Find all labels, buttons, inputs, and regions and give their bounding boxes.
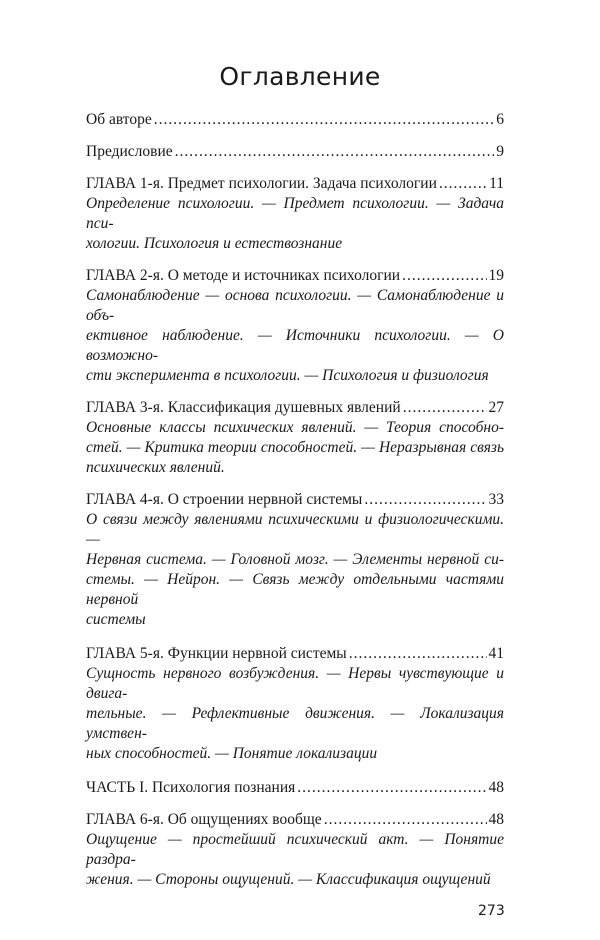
page-title: Оглавление bbox=[219, 62, 381, 91]
toc-subtopics-line: Определение психологии. — Предмет психологии. — Задача пси- bbox=[86, 195, 504, 232]
dot-leader bbox=[175, 142, 495, 162]
toc-heading-text: Предисловие bbox=[86, 143, 173, 160]
toc-entry bbox=[86, 266, 504, 386]
toc-entry-heading[interactable] bbox=[86, 266, 504, 286]
toc-subtopics-line: ективное наблюдение. — Источники психологии. — О возможно- bbox=[86, 327, 504, 364]
toc-entry-heading[interactable] bbox=[86, 142, 504, 162]
toc-page-number: 33 bbox=[488, 491, 504, 508]
toc-page-number: 6 bbox=[496, 111, 504, 128]
dot-leader bbox=[349, 644, 487, 664]
toc-page-number: 27 bbox=[488, 399, 504, 416]
toc-heading-text: ГЛАВА 5-я. Функции нервной системы bbox=[86, 645, 347, 662]
toc-page-number: 41 bbox=[488, 645, 504, 662]
toc-page-number: 11 bbox=[489, 175, 504, 192]
toc-entry bbox=[86, 810, 504, 890]
toc-entry bbox=[86, 142, 504, 162]
toc-subtopics-line: стей. — Критика теории способностей. — Неразрывная связь bbox=[86, 439, 504, 456]
toc-subtopics-line: Нервная система. — Головной мозг. — Элементы нервной си- bbox=[86, 551, 504, 568]
toc-page-number: 48 bbox=[488, 811, 504, 828]
toc-entry-heading[interactable] bbox=[86, 490, 504, 510]
toc-entry bbox=[86, 174, 504, 254]
toc-subtopics-line: Сущность нервного возбуждения. — Нервы чувствующие и двига- bbox=[86, 665, 504, 702]
toc-subtopics-line: Ощущение — простейший психический акт. — Понятие раздра- bbox=[86, 831, 504, 868]
toc-heading-text: Об авторе bbox=[86, 111, 152, 128]
page-number: 273 bbox=[478, 903, 505, 919]
toc-subtopics-line: стемы. — Нейрон. — Связь между отдельными частями нервной bbox=[86, 571, 504, 608]
toc-subtopics-line: хологии. Психология и естествознание bbox=[86, 235, 343, 252]
toc-heading-text: ГЛАВА 6-я. Об ощущениях вообще bbox=[86, 811, 322, 828]
toc-entry-heading[interactable] bbox=[86, 778, 504, 798]
toc-entry bbox=[86, 398, 504, 478]
dot-leader bbox=[324, 810, 487, 830]
toc-entry-heading[interactable] bbox=[86, 810, 504, 830]
toc-heading-text: ГЛАВА 3-я. Классификация душевных явлений bbox=[86, 399, 401, 416]
toc-entry-heading[interactable] bbox=[86, 644, 504, 664]
table-of-contents bbox=[86, 110, 504, 890]
dot-leader bbox=[403, 398, 487, 418]
dot-leader bbox=[154, 110, 495, 130]
toc-heading-text: ЧАСТЬ I. Психология познания bbox=[86, 779, 296, 796]
toc-heading-text: ГЛАВА 2-я. О методе и источниках психологии bbox=[86, 267, 401, 284]
toc-entry bbox=[86, 778, 504, 798]
toc-entry bbox=[86, 110, 504, 130]
toc-subtopics-line: Самонаблюдение — основа психологии. — Самонаблюдение и объ- bbox=[86, 287, 504, 324]
dot-leader bbox=[297, 778, 486, 798]
toc-page-number: 48 bbox=[488, 779, 504, 796]
toc-subtopics-line: О связи между явлениями психическими и физиологическими. — bbox=[86, 511, 504, 548]
toc-page-number: 19 bbox=[488, 267, 504, 284]
toc-subtopics-line: ных способностей. — Понятие локализации bbox=[86, 745, 378, 762]
toc-entry bbox=[86, 490, 504, 630]
toc-subtopics-line: сти эксперимента в психологии. — Психология и физиология bbox=[86, 367, 489, 384]
toc-entry-heading[interactable] bbox=[86, 110, 504, 130]
toc-subtopics-line: психических явлений. bbox=[86, 459, 225, 476]
toc-subtopics-line: жения. — Стороны ощущений. — Классификация ощущений bbox=[86, 871, 491, 888]
dot-leader bbox=[439, 174, 487, 194]
toc-page-number: 9 bbox=[496, 143, 504, 160]
toc-subtopics-line: Основные классы психических явлений. — Теория способно- bbox=[86, 419, 504, 436]
dot-leader bbox=[402, 266, 486, 286]
toc-heading-text: ГЛАВА 4-я. О строении нервной системы bbox=[86, 491, 363, 508]
toc-heading-text: ГЛАВА 1-я. Предмет психологии. Задача психологии bbox=[86, 175, 437, 192]
toc-entry bbox=[86, 644, 504, 764]
toc-entry-heading[interactable] bbox=[86, 174, 504, 194]
dot-leader bbox=[364, 490, 486, 510]
toc-subtopics-line: системы bbox=[86, 611, 146, 628]
toc-subtopics-line: тельные. — Рефлективные движения. — Локализация умствен- bbox=[86, 705, 504, 742]
toc-entry-heading[interactable] bbox=[86, 398, 504, 418]
